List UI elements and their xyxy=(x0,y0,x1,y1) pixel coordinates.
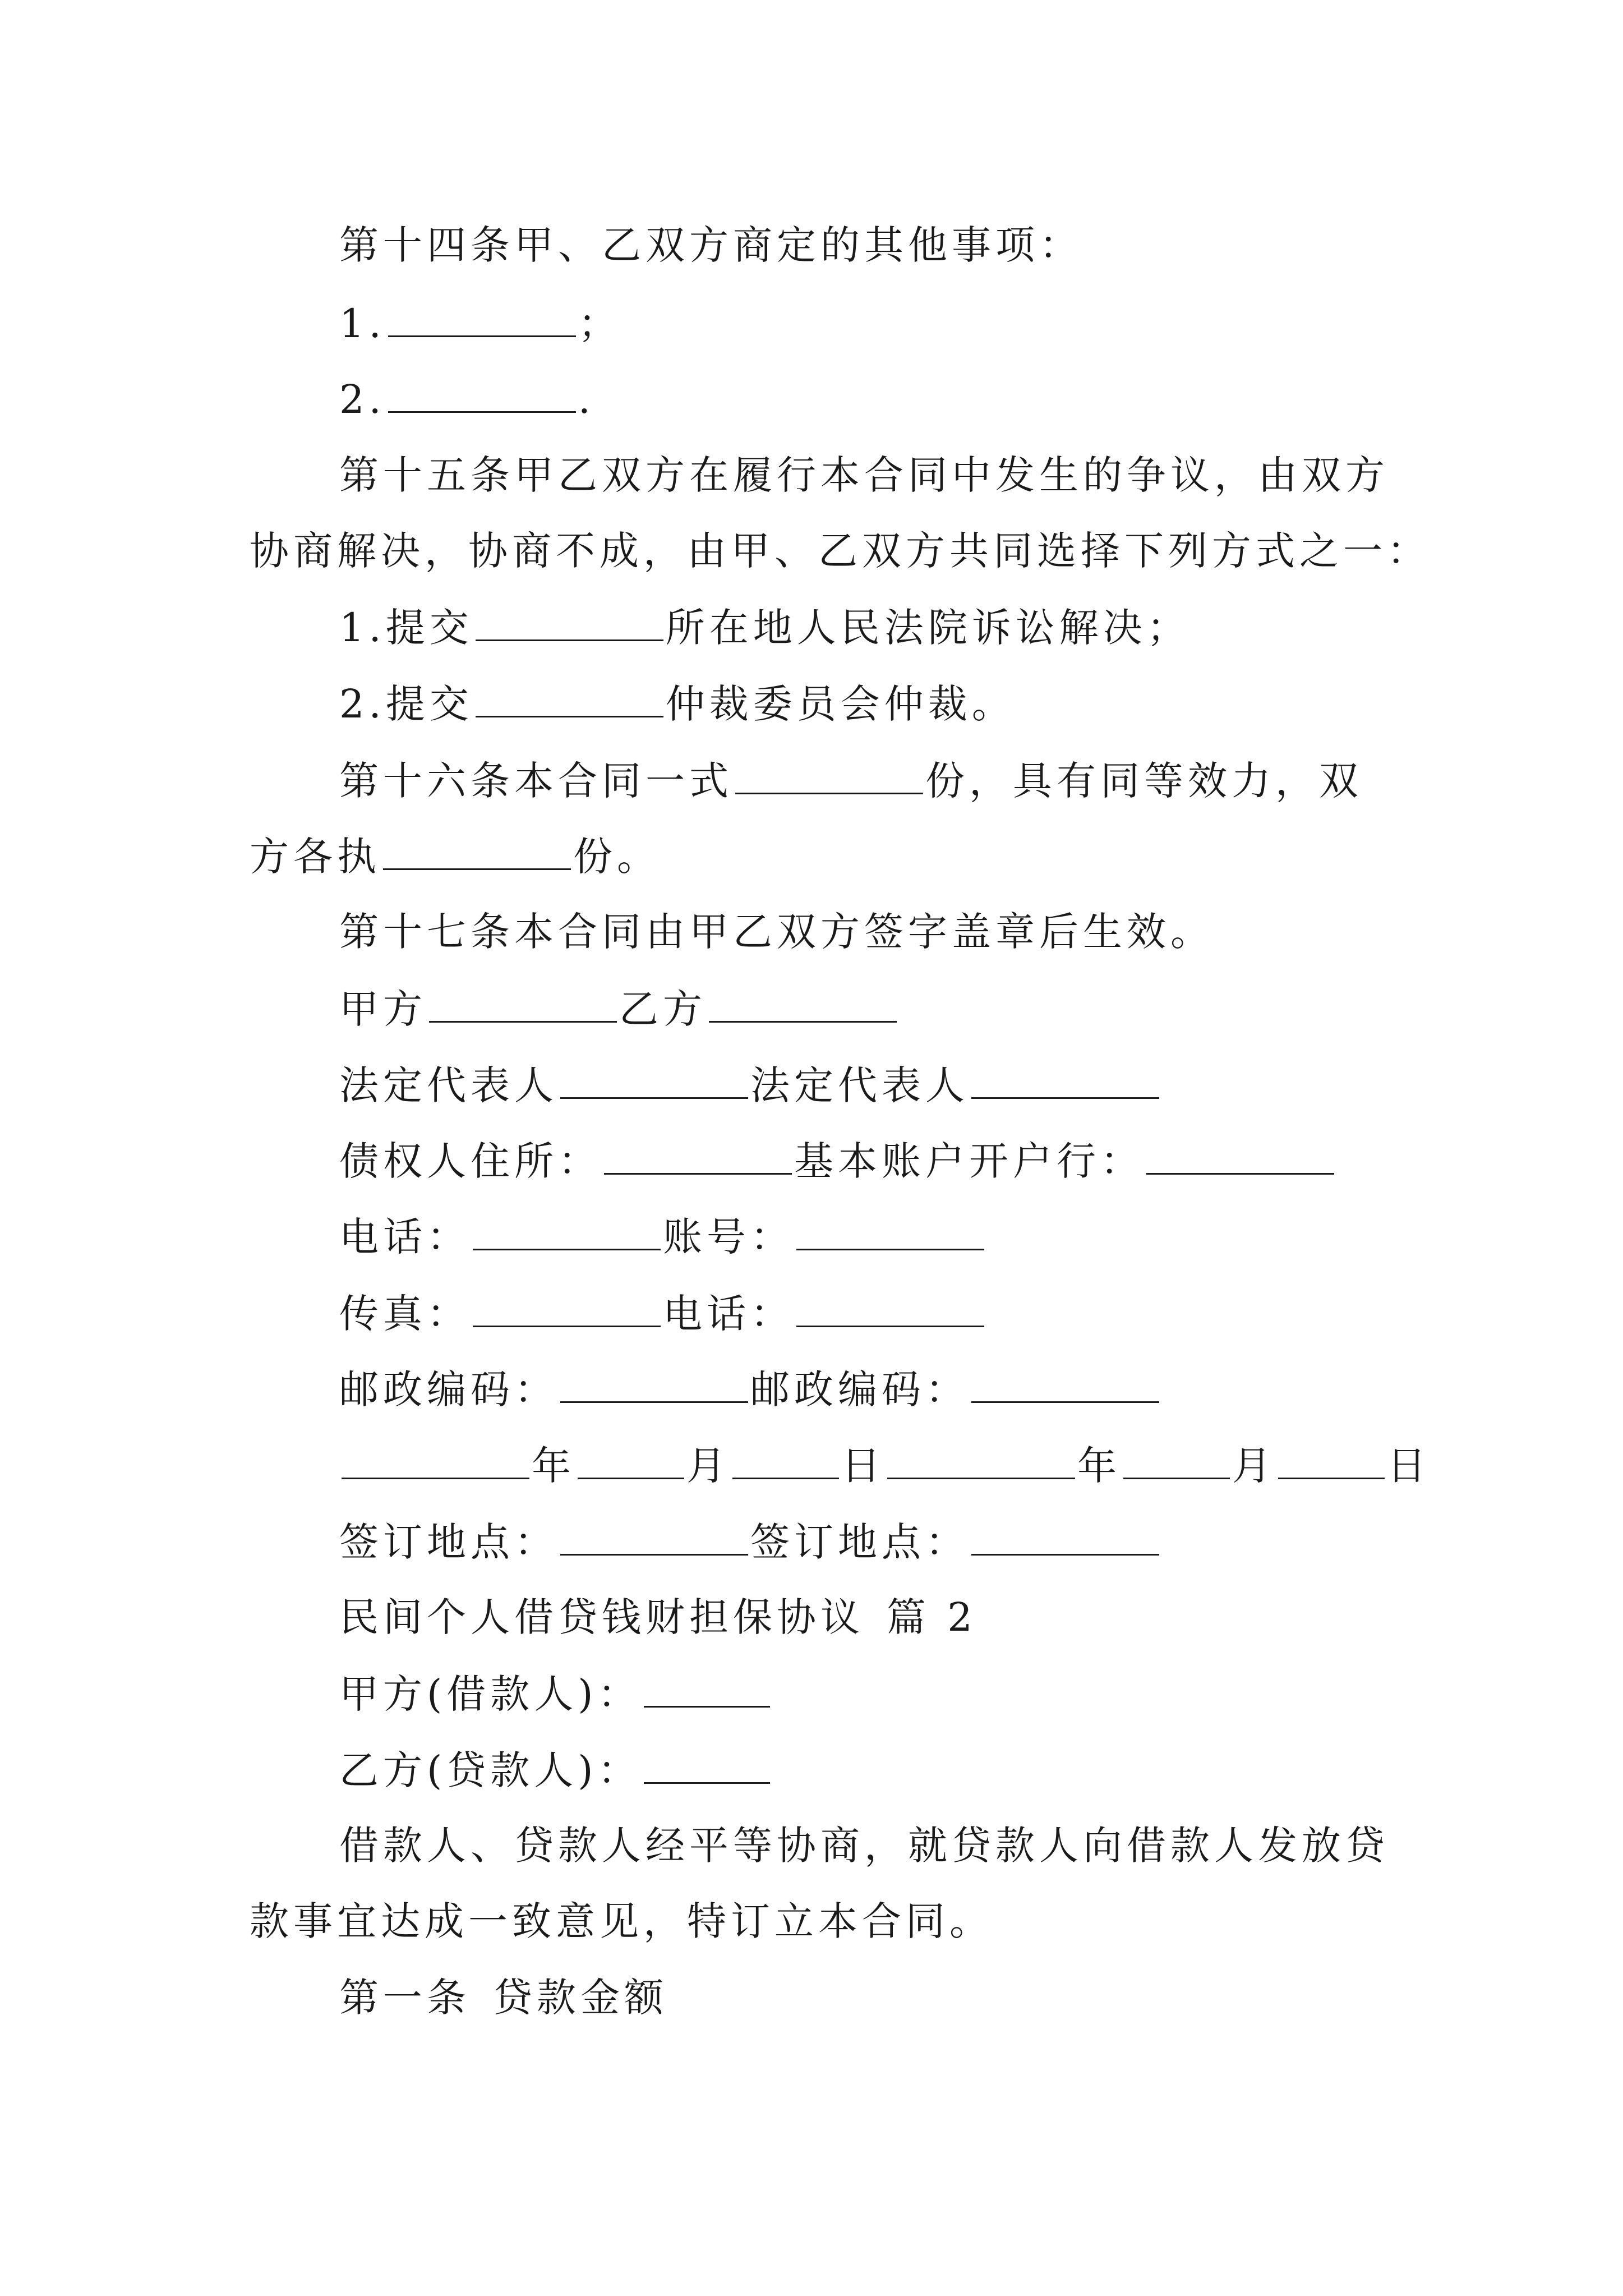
text: 份，具有同等效力，双 xyxy=(925,758,1363,804)
fill-blank xyxy=(473,1216,661,1250)
year-blank xyxy=(342,1445,529,1479)
year-label: 年 xyxy=(532,1443,575,1489)
label: 签订地点： xyxy=(339,1519,558,1565)
fill-blank xyxy=(476,683,663,717)
fill-blank xyxy=(1146,1140,1334,1175)
punctuation: . xyxy=(578,376,596,422)
text: 第十四条甲、乙双方商定的其他事项： xyxy=(339,222,1083,268)
day-blank xyxy=(1278,1445,1385,1479)
fill-blank xyxy=(473,1293,661,1327)
day-label: 日 xyxy=(1387,1443,1431,1489)
article-15-option-1 xyxy=(339,605,1191,651)
text: 第十六条本合同一式 xyxy=(339,758,733,804)
label: 法定代表人 xyxy=(750,1062,969,1108)
fill-blank xyxy=(388,379,576,413)
article-14-item-1 xyxy=(339,301,622,347)
article-16-line-2 xyxy=(250,834,661,880)
article-1-heading xyxy=(339,1975,668,2021)
day-blank xyxy=(732,1445,839,1479)
borrower-line xyxy=(339,1671,772,1717)
fill-blank xyxy=(796,1216,984,1250)
fill-blank xyxy=(560,1521,748,1556)
fill-blank xyxy=(388,303,576,337)
fill-blank xyxy=(644,1673,770,1708)
date-line xyxy=(339,1443,1431,1489)
preamble-line-1 xyxy=(339,1823,1389,1869)
text: 份。 xyxy=(573,834,661,880)
label: 乙方(贷款人)： xyxy=(339,1747,642,1793)
item-number: 2. xyxy=(339,376,386,422)
fill-blank xyxy=(971,1521,1159,1556)
fill-blank xyxy=(644,1750,770,1784)
article-number: 第一条 xyxy=(339,1975,471,2021)
article-title: 贷款金额 xyxy=(493,1975,668,2021)
fill-blank xyxy=(604,1140,792,1175)
party-signature-line xyxy=(339,986,899,1032)
text: 所在地人民法院诉讼解决； xyxy=(665,605,1191,651)
label: 账号： xyxy=(663,1214,794,1260)
item-number: 1. xyxy=(339,301,386,347)
month-label: 月 xyxy=(686,1443,730,1489)
label: 邮政编码： xyxy=(750,1366,969,1412)
fill-blank xyxy=(429,988,617,1023)
label: 电话： xyxy=(339,1214,471,1260)
fill-blank xyxy=(971,1065,1159,1099)
text: 仲裁委员会仲裁。 xyxy=(665,681,1016,727)
signing-place-line xyxy=(339,1519,1161,1565)
legal-representative-line xyxy=(339,1062,1161,1108)
title-part: 篇 2 xyxy=(887,1594,977,1640)
fill-blank xyxy=(383,836,571,870)
label: 甲方 xyxy=(339,986,427,1032)
text: 第十五条甲乙双方在履行本合同中发生的争议，由双方 xyxy=(339,452,1389,498)
fill-blank xyxy=(709,988,897,1023)
title-text: 民间个人借贷钱财担保协议 xyxy=(339,1594,864,1640)
label: 债权人住所： xyxy=(339,1138,602,1184)
fill-blank xyxy=(735,760,923,794)
month-label: 月 xyxy=(1232,1443,1276,1489)
year-blank xyxy=(887,1445,1075,1479)
lender-line xyxy=(339,1747,772,1793)
fax-phone-line xyxy=(339,1291,986,1337)
label: 乙方 xyxy=(619,986,707,1032)
fill-blank xyxy=(560,1369,748,1403)
text: 借款人、贷款人经平等协商，就贷款人向借款人发放贷 xyxy=(339,1823,1389,1869)
article-14-heading xyxy=(339,222,1083,268)
article-15-option-2 xyxy=(339,681,1016,727)
article-16-line-1 xyxy=(339,758,1363,804)
text: 方各执 xyxy=(250,834,381,880)
article-15-line-2 xyxy=(250,528,1431,574)
article-17 xyxy=(339,909,1214,955)
label: 甲方(借款人)： xyxy=(339,1671,642,1717)
fill-blank xyxy=(560,1065,748,1099)
postal-code-line xyxy=(339,1366,1161,1412)
fill-blank xyxy=(796,1293,984,1327)
text: 1.提交 xyxy=(339,605,473,651)
fill-blank xyxy=(971,1369,1159,1403)
label: 传真： xyxy=(339,1291,471,1337)
day-label: 日 xyxy=(841,1443,885,1489)
label: 签订地点： xyxy=(750,1519,969,1565)
label: 电话： xyxy=(663,1291,794,1337)
fill-blank xyxy=(476,607,663,641)
article-14-item-2 xyxy=(339,376,596,422)
article-15-line-1 xyxy=(339,452,1389,498)
address-bank-line xyxy=(339,1138,1336,1184)
month-blank xyxy=(1123,1445,1230,1479)
month-blank xyxy=(578,1445,684,1479)
year-label: 年 xyxy=(1077,1443,1121,1489)
label: 法定代表人 xyxy=(339,1062,558,1108)
text: 款事宜达成一致意见，特订立本合同。 xyxy=(250,1898,993,1944)
section-title xyxy=(339,1594,977,1640)
preamble-line-2 xyxy=(250,1898,993,1944)
phone-account-line xyxy=(339,1214,986,1260)
text: 第十七条本合同由甲乙双方签字盖章后生效。 xyxy=(339,909,1214,955)
punctuation: ； xyxy=(578,301,622,347)
label: 基本账户开户行： xyxy=(794,1138,1144,1184)
label: 邮政编码： xyxy=(339,1366,558,1412)
text: 协商解决，协商不成，由甲、乙双方共同选择下列方式之一： xyxy=(250,528,1431,574)
text: 2.提交 xyxy=(339,681,473,727)
